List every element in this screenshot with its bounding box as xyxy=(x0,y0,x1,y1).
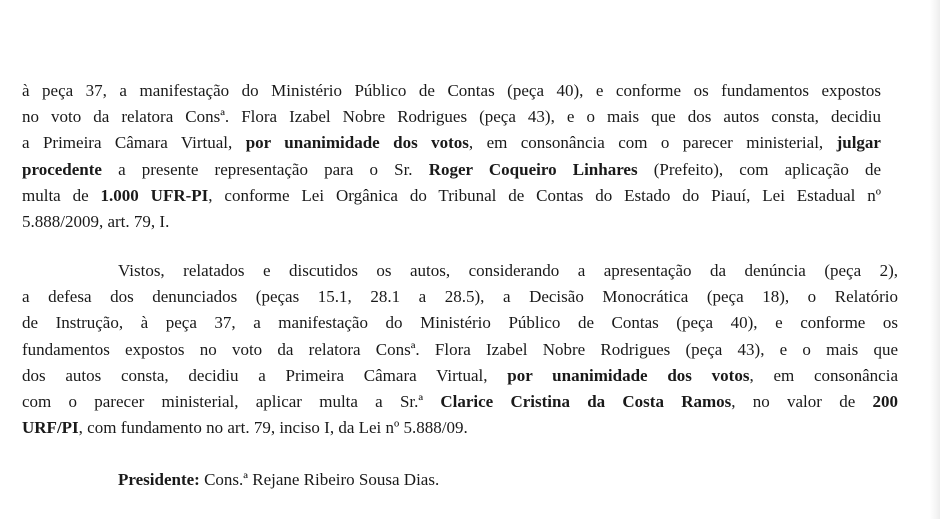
text-run: dos autos consta, decidiu a Primeira Câmara Virtual, xyxy=(22,365,508,385)
text-run: (Prefeito), com aplicação de xyxy=(637,159,882,179)
signature-name: Cons.ª Rejane Ribeiro Sousa Dias. xyxy=(199,470,440,489)
text-line xyxy=(22,183,881,209)
text-run: multa de xyxy=(22,185,101,205)
text-run: , em consonância com o parecer ministerial, xyxy=(468,133,837,153)
text-run: , com fundamento no art. 79, inciso I, da Lei nº 5.888/09. xyxy=(78,418,468,438)
text-line: fundamentos expostos no voto da relatora Consª. Flora Izabel Nobre Rodrigues (peça 43), e o mais que xyxy=(22,339,898,359)
unanimity-phrase: por unanimidade dos votos xyxy=(507,365,750,385)
signature-label: Presidente: xyxy=(118,470,200,489)
text-line: à peça 37, a manifestação do Ministério Público de Contas (peça 40), e conforme os fundamentos expostos xyxy=(22,81,881,100)
text-line xyxy=(22,415,898,441)
decision-paragraph-2 xyxy=(22,258,898,441)
text-run: , conforme Lei Orgânica do Tribunal de Contas do Estado do Piauí, Lei Estadual nº xyxy=(208,185,881,205)
text-run: com o parecer ministerial, aplicar multa a Sr.ª xyxy=(22,392,441,412)
verdict-phrase: procedente xyxy=(22,159,102,179)
text-run: , no valor de xyxy=(731,392,873,412)
decision-paragraph-1 xyxy=(22,78,881,235)
fine-unit: URF/PI xyxy=(22,418,79,438)
party-name: Roger Coqueiro Linhares xyxy=(428,159,638,179)
text-line: a defesa dos denunciados (peças 15.1, 28.1 a 28.5), a Decisão Monocrática (peça 18), o Relatório xyxy=(22,287,898,307)
text-run: a presente representação para o Sr. xyxy=(101,159,429,179)
fine-amount: 200 xyxy=(872,392,898,412)
unanimity-phrase: por unanimidade dos votos xyxy=(245,133,469,153)
text-run: , em consonância xyxy=(749,365,898,385)
text-line: Vistos, relatados e discutidos os autos, considerando a apresentação da denúncia (peça 2), xyxy=(118,261,898,280)
text-line xyxy=(22,389,898,415)
verdict-phrase: julgar xyxy=(836,133,881,153)
text-line xyxy=(22,130,881,156)
text-line xyxy=(22,157,881,183)
text-line xyxy=(22,363,898,389)
party-name: Clarice Cristina da Costa Ramos xyxy=(440,392,732,412)
presiding-signature xyxy=(118,467,439,493)
text-line: de Instrução, à peça 37, a manifestação do Ministério Público de Contas (peça 40), e conforme os xyxy=(22,313,898,333)
text-line: 5.888/2009, art. 79, I. xyxy=(22,212,170,232)
page-edge-shadow xyxy=(930,0,940,519)
text-line: no voto da relatora Consª. Flora Izabel Nobre Rodrigues (peça 43), e o mais que dos autos consta, decidiu xyxy=(22,107,881,127)
fine-amount: 1.000 UFR-PI xyxy=(100,185,209,205)
text-run: a Primeira Câmara Virtual, xyxy=(22,133,246,153)
